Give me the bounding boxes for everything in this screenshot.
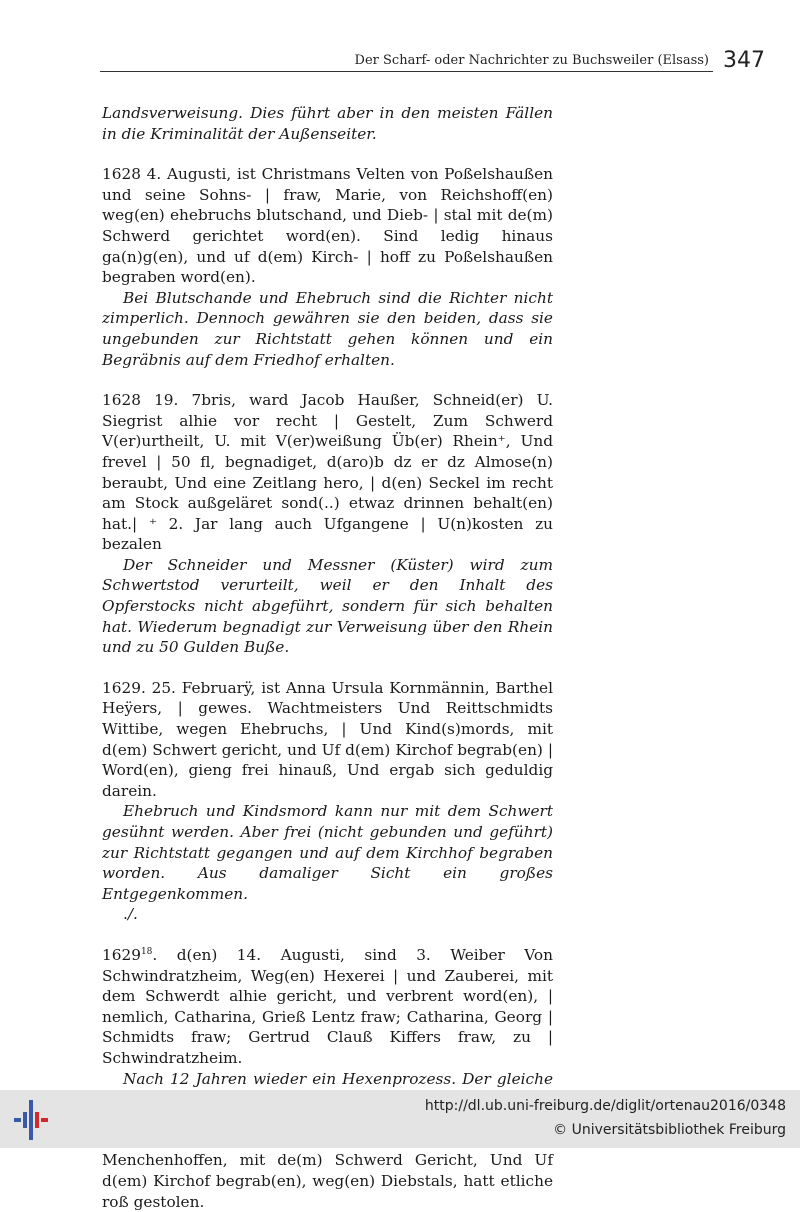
paragraph-gap	[102, 925, 553, 945]
page-number: 347	[723, 48, 765, 73]
entry-year: 1628	[102, 165, 141, 184]
footer-bar	[0, 1090, 800, 1148]
commentary-paragraph: Ehebruch und Kindsmord kann nur mit dem Schwert gesühnt werden. Aber frei (nicht gebunden und geführt) zur Richtstatt gegangen und auf dem Kirchhof begraben worden. Aus damaliger Sicht ein großes Entgegenkommen.	[102, 802, 553, 903]
running-title: Der Scharf- oder Nachrichter zu Buchsweiler (Elsass)	[354, 53, 709, 68]
footer-url[interactable]: http://dl.ub.uni-freiburg.de/diglit/ortenau2016/0348	[424, 1098, 786, 1114]
commentary-paragraph: Bei Blutschande und Ehebruch sind die Richter nicht zimperlich. Dennoch gewähren sie den beiden, dass sie ungebunden zur Richtstatt gehen können und ein Begräbnis auf dem Friedhof erhalten.	[102, 288, 553, 369]
continuation-mark: ./.	[123, 905, 138, 924]
entry-year: 1629	[102, 678, 141, 697]
chronicle-entry	[102, 945, 553, 1069]
paragraph-gap	[102, 658, 553, 678]
footer-copyright: © Universitätsbibliothek Freiburg	[553, 1122, 786, 1138]
page-header	[100, 50, 765, 80]
footnote-marker: 18	[140, 946, 153, 957]
chronicle-entry	[102, 164, 553, 288]
entry-year: 1629	[102, 945, 141, 964]
chronicle-entry	[102, 390, 553, 555]
commentary-paragraph: Nach 12 Jahren wieder ein Hexenprozess. Der gleiche	[123, 1069, 553, 1088]
entry-text: 19. 7bris, ward Jacob Haußer, Schneid(er) U. Siegrist alhie vor recht | Gestelt, Zum Schwerd V(er)urtheilt, U. mit V(er)weißung Üb(er) Rhein⁺, Und frevel | 50 fl, begnadiget, d(aro)b dz er dz Almose(n) beraubt, Und eine Zeitlang hero, | d(en) Seckel im recht am Stock außgeläret sond(..) etwaz drinnen behalt(en) hat.| ⁺ 2. Jar lang auch Ufgangene | U(n)kosten zu bezalen	[102, 391, 553, 554]
page-body	[102, 103, 553, 1212]
entry-text: . 25. Februarÿ, ist Anna Ursula Kornmännin, Barthel Heÿers, | gewes. Wachtmeisters Und Reittschmidts Wittibe, wegen Ehebruchs, | Und Kind(s)mords, mit d(em) Schwert gericht, und Uf d(em) Kirchof begrab(en) | Word(en), gieng frei hinauß, Und ergab sich geduldig darein.	[102, 678, 553, 800]
chronicle-entry	[102, 678, 553, 802]
entry-text: Menchenhoffen, mit de(m) Schwerd Gericht, Und Uf d(em) Kirchof begrab(en), weg(en) Diebstals, hatt etliche roß gestolen.	[102, 1151, 553, 1211]
paragraph-gap	[102, 144, 553, 164]
entry-text: . d(en) 14. Augusti, sind 3. Weiber Von Schwindratzheim, Weg(en) Hexerei | und Zauberei, mit dem Schwerdt alhie gericht, und verbrent word(en), | nemlich, Catharina, Grieß Lentz fraw; Catharina, Georg | Schmidts fraw; Gertrud Clauß Kiffers fraw, zu | Schwindratzheim.	[102, 945, 553, 1067]
commentary-paragraph: Der Schneider und Messner (Küster) wird zum Schwertstod verurteilt, weil er den Inhalt des Opferstocks nicht abgeführt, sondern für sich behalten hat. Wiederum begnadigt zur Verweisung über den Rhein und zu 50 Gulden Buße.	[102, 555, 553, 657]
entry-year: 1628	[102, 391, 141, 410]
header-rule	[100, 71, 713, 72]
entry-text: 4. Augusti, ist Christmans Velten von Poßelshaußen und seine Sohns- | fraw, Marie, von Reichshoff(en) weg(en) ehebruchs blutschand, und Dieb- | stal mit de(m) Schwerd gerichtet word(en). Sind ledig hinaus ga(n)g(en), und uf d(em) Kirch- | hoff zu Poßelshaußen begraben word(en).	[102, 165, 553, 287]
library-logo-icon	[14, 1098, 48, 1142]
paragraph-gap	[102, 370, 553, 390]
commentary-paragraph: Landsverweisung. Dies führt aber in den meisten Fällen in die Kriminalität der Außenseiter.	[102, 104, 553, 143]
